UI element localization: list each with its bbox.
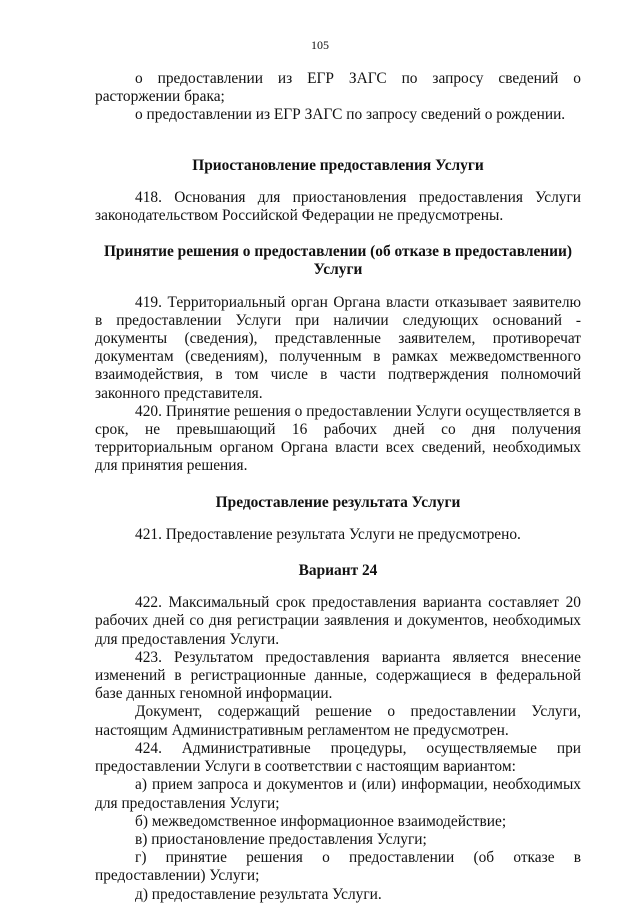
paragraph: о предоставлении из ЕГР ЗАГС по запросу сведений о рождении.: [135, 106, 566, 124]
list-item: г) принятие решения о предоставлении (об отказе в предоставлении) Услуги;: [95, 849, 581, 885]
page-number: 105: [311, 38, 329, 52]
section-heading: Принятие решения о предоставлении (об отказе в предоставлении) Услуги: [103, 243, 573, 279]
list-item: б) межведомственное информационное взаимодействие;: [135, 812, 507, 830]
paragraph-420: 420. Принятие решения о предоставлении Услуги осуществляется в срок, не превышающий 16 рабочих дней со дня получения территориальным органом Органа власти всех сведений, необходимых для принятия решения.: [95, 402, 581, 475]
paragraph: Документ, содержащий решение о предоставлении Услуги, настоящим Административным регламентом не предусмотрен.: [95, 703, 581, 739]
section-heading: Предоставление результата Услуги: [215, 493, 461, 511]
document-body: [95, 70, 581, 904]
list-item: в) приостановление предоставления Услуги;: [135, 830, 427, 848]
paragraph-418: 418. Основания для приостановления предоставления Услуги законодательством Российской Федерации не предусмотрены.: [95, 188, 581, 225]
section-heading: Вариант 24: [298, 562, 378, 580]
paragraph-422: 422. Максимальный срок предоставления варианта составляет 20 рабочих дней со дня регистрации заявления и документов, необходимых для предоставления Услуги.: [95, 594, 581, 648]
paragraph-421: 421. Предоставление результата Услуги не предусмотрено.: [135, 525, 521, 543]
section-heading: Приостановление предоставления Услуги: [192, 156, 484, 174]
paragraph-423: 423. Результатом предоставления варианта является внесение изменений в регистрационные данные, содержащиеся в федеральной базе данных геномной информации.: [95, 648, 581, 703]
paragraph: о предоставлении из ЕГР ЗАГС по запросу сведений о расторжении брака;: [95, 70, 581, 106]
list-item: а) прием запроса и документов и (или) информации, необходимых для предоставления Услуги;: [95, 776, 581, 812]
list-item: д) предоставление результата Услуги.: [135, 885, 382, 903]
paragraph-419: 419. Территориальный орган Органа власти отказывает заявителю в предоставлении Услуги при наличии следующих оснований - документы (сведения), представленные заявителем, противоречат документам (сведениям), полученным в рамках межведомственного взаимодействия, в том числе в части подтверждения полномочий законного представителя.: [95, 293, 581, 402]
paragraph-424: 424. Административные процедуры, осуществляемые при предоставлении Услуги в соответствии с настоящим вариантом:: [95, 739, 581, 776]
